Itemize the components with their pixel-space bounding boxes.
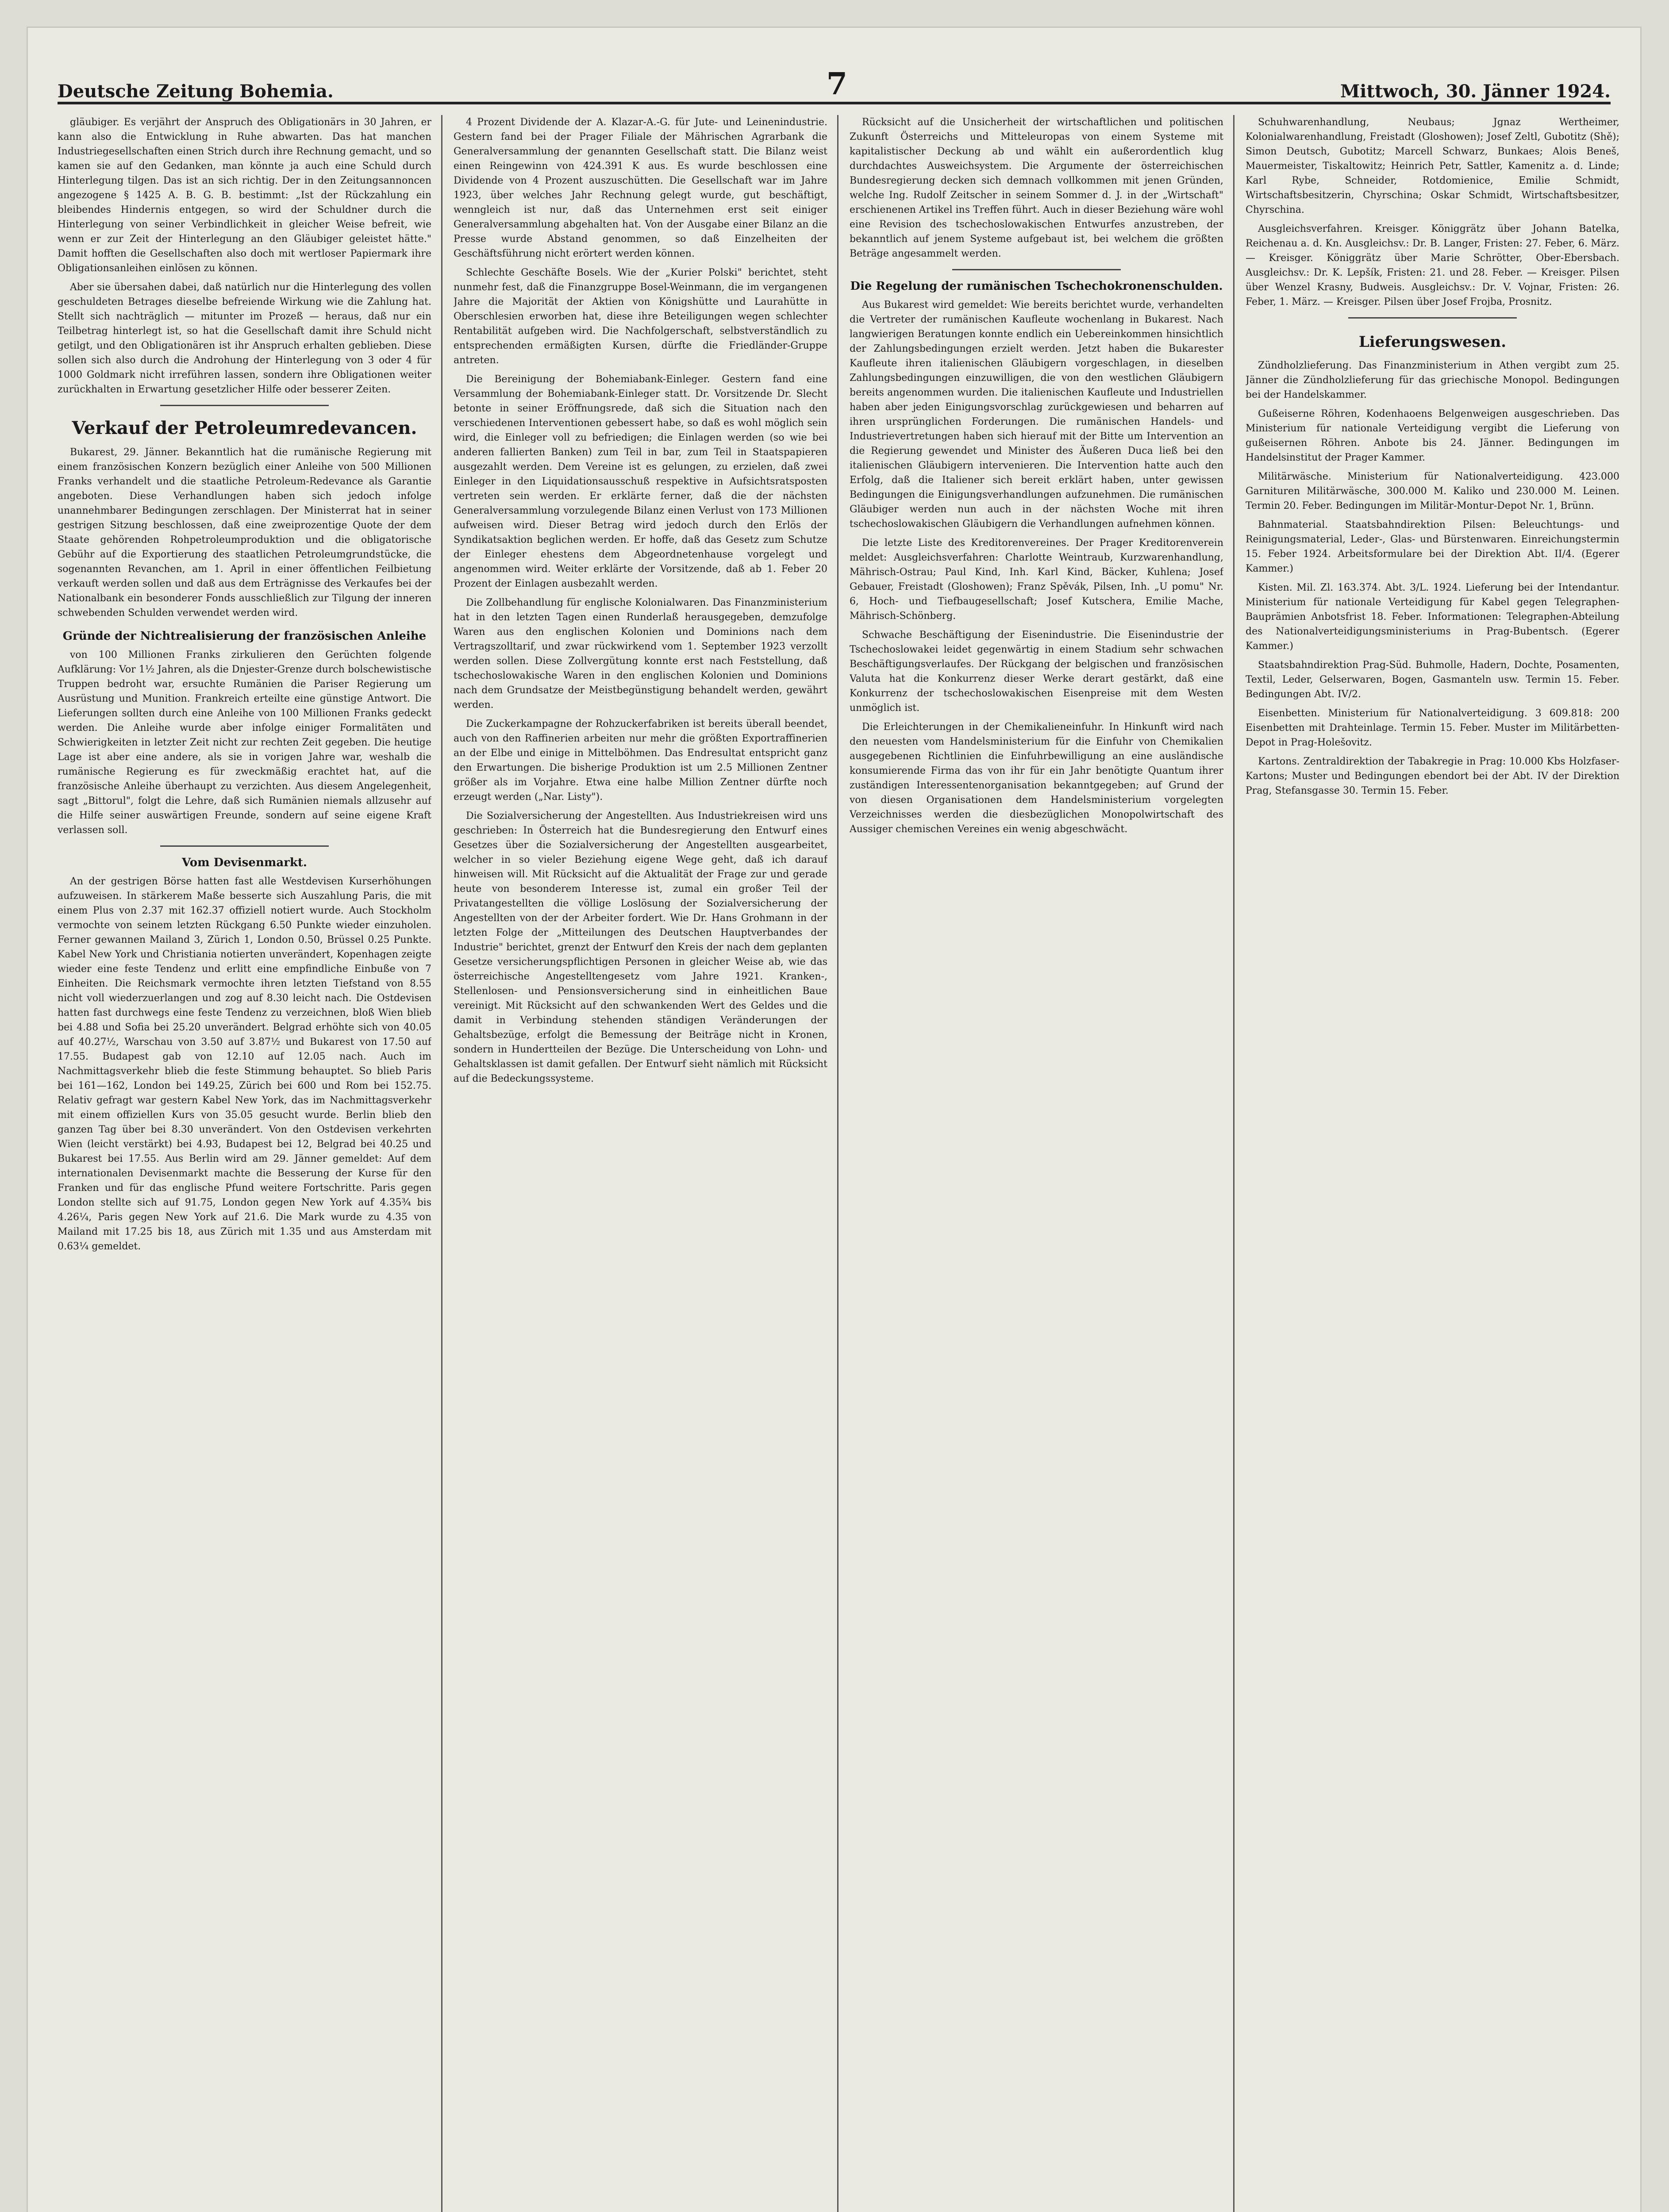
column-divider — [441, 115, 442, 2212]
newspaper-title: Deutsche Zeitung Bohemia. — [58, 81, 334, 102]
column-2 — [454, 115, 827, 2212]
article-paragraph: Gußeiserne Röhren, Kodenhaoens Belgenweigen ausgeschrieben. Das Ministerium für nationale Verteidigung vergibt die Lieferung von gußeisernen Röhren. Anbote bis 24. Jänner. Bedingungen im Handelsinstitut der Prager Kammer. — [1246, 408, 1619, 463]
article-paragraph: An der gestrigen Börse hatten fast alle Westdevisen Kurserhöhungen aufzuweisen. In stärkerem Maße besserte sich Auszahlung Paris, die mit einem Plus von 2.37 mit 162.37 offiziell notiert wurde. Auch Stockholm vermochte von seinem letzten Rückgang 6.50 Punkte wieder einzuholen. Ferner gewannen Mailand 3, Zürich 1, London 0.50, Brüssel 0.25 Punkte. Kabel New York und Christiania notierten unverändert, Kopenhagen zeigte wieder eine feste Tendenz und erlitt eine empfindliche Einbuße von 7 Einheiten. Die Reichsmark vermochte ihren letzten Tiefstand von 8.55 nicht voll wiederzuerlangen und zog auf 8.30 leicht nach. Die Ostdevisen hatten fast durchwegs eine feste Tendenz zu verzeichnen, bloß Wien blieb bei 4.88 und Sofia bei 25.20 unverändert. Belgrad erhöhte sich von 40.05 auf 40.27½, Warschau von 3.50 auf 3.87½ und Bukarest von 17.50 auf 17.55. Budapest gab von 12.10 auf 12.05 nach. Auch im Nachmittagsverkehr blieb die feste Stimmung behauptet. So blieb Paris bei 161—162, London bei 149.25, Zürich bei 600 und Rom bei 152.75. Relativ gefragt war gestern Kabel New York, das im Nachmittagsverkehr mit einem offiziellen Kurs von 35.05 gesucht wurde. Berlin blieb den ganzen Tag über bei 8.30 unverändert. Von den Ostdevisen verkehrten Wien (leicht verstärkt) bei 4.93, Budapest bei 12, Belgrad bei 40.25 und Bukarest bei 17.55. Aus Berlin wird am 29. Jänner gemeldet: Auf dem internationalen Devisenmarkt machte die Besserung der Kurse für den Franken und für das englische Pfund weitere Fortschritte. Paris gegen London stellte sich auf 91.75, London gegen New York auf 4.35¾ bis 4.26¼, Paris gegen New York auf 21.6. Die Mark wurde zu 4.35 von Mailand mit 17.25 bis 18, aus Zürich mit 1.35 und aus Amsterdam mit 0.63¼ gemeldet. — [58, 876, 431, 1252]
column-divider — [1233, 115, 1234, 2212]
article-paragraph: gläubiger. Es verjährt der Anspruch des Obligationärs in 30 Jahren, er kann also die Entwicklung in Ruhe abwarten. Das hat manchen Industriegesellschaften einen Strich durch ihre Rechnung gemacht, und so kamen sie auf den Gedanken, man könnte ja auch eine Schuld durch Hinterlegung tilgen. Das ist an sich richtig. Der in den Zeitungsannoncen angezogene § 1425 A. B. G. B. bestimmt: „Ist der Rückzahlung ein bleibendes Hindernis entgegen, so wird der Schuldner durch die Hinterlegung von seiner Verbindlichkeit in gleicher Weise befreit, wie wenn er zur Zeit der Hinterlegung an den Gläubiger geleistet hätte." Damit hofften die Gesellschaften also doch mit wertloser Papiermark ihre Obligationsanleihen einlösen zu können. — [58, 117, 431, 274]
column-3 — [850, 115, 1223, 2212]
article-paragraph: Schlechte Geschäfte Bosels. Wie der „Kurier Polski" berichtet, steht nunmehr fest, daß die Finanzgruppe Bosel-Weinmann, die im vergangenen Jahre die Majorität der Aktien von Königshütte und Laurahütte in Oberschlesien erworben hat, diese ihre Beteiligungen wegen schlechter Rentabilität aufgeben wird. Die Nachfolgerschaft, selbstverständlich zu entsprechenden ermäßigten Kursen, dürfte die Friedländer-Gruppe antreten. — [454, 267, 827, 366]
article-paragraph: Zündholzlieferung. Das Finanzministerium in Athen vergibt zum 25. Jänner die Zündholzlieferung für das griechische Monopol. Bedingungen bei der Handelskammer. — [1246, 360, 1619, 400]
headline-devisenmarkt: Vom Devisenmarkt. — [182, 856, 307, 869]
headline-rumaenische-schulden: Die Regelung der rumänischen Tschechokronenschulden. — [850, 280, 1223, 293]
section-title-lieferungswesen: Lieferungswesen. — [1358, 333, 1507, 351]
column-divider — [837, 115, 838, 2212]
issue-date: Mittwoch, 30. Jänner 1924. — [1340, 81, 1611, 102]
separator-rule — [1348, 317, 1516, 319]
separator-rule — [160, 405, 328, 406]
article-paragraph: Militärwäsche. Ministerium für Nationalverteidigung. 423.000 Garnituren Militärwäsche, 300.000 M. Kaliko und 230.000 M. Leinen. Termin 20. Feber. Bedingungen im Militär-Montur-Depot Nr. 1, Brünn. — [1246, 471, 1619, 511]
article-paragraph: von 100 Millionen Franks zirkulieren den Gerüchten folgende Aufklärung: Vor 1½ Jahren, als die Dnjester-Grenze durch bolschewistische Truppen bedroht war, ersuchte Rumänien die Pariser Regierung um Ausrüstung und Munition. Frankreich erteilte eine günstige Antwort. Die Lieferungen sollten durch eine Anleihe von 100 Millionen Franks gedeckt werden. Die Anleihe wurde aber infolge einiger Formalitäten und Schwierigkeiten in letzter Zeit nicht zur rechten Zeit gegeben. Die heutige Lage ist aber eine andere, als sie in vorigen Jahre war, weshalb die rumänische Regierung es für zweckmäßig erachtet hat, auf die französische Anleihe überhaupt zu verzichten. Aus diesem Angelegenheit, sagt „Bittorul", folgt die Lehre, daß sich Rumänien niemals allzusehr auf die Hilfe seiner auswärtigen Freunde, sondern auf seine eigene Kraft verlassen soll. — [58, 649, 431, 836]
article-paragraph: Aber sie übersahen dabei, daß natürlich nur die Hinterlegung des vollen geschuldeten Betrages dieselbe befreiende Wirkung wie die Zahlung hat. Stellt sich nachträglich — mitunter im Prozeß — heraus, daß nur ein Teilbetrag hinterlegt ist, so hat die Gesellschaft damit ihre Schuld nicht getilgt, und den Obligationären ist ihr Anspruch erhalten geblieben. Diese sollen sich also durch die Androhung der Hinterlegung von 3 oder 4 für 1000 Goldmark nicht irreführen lassen, sondern ihre Obligationen weiter zurückhalten in Erwartung gesetzlicher Hilfe oder besserer Zeiten. — [58, 282, 431, 395]
article-paragraph: Kisten. Mil. Zl. 163.374. Abt. 3/L. 1924. Lieferung bei der Intendantur. Ministerium für nationale Verteidigung für Kabel gegen Telegraphen-Bauprämien Anbotsfrist 18. Feber. Informationen: Telegraphen-Abteilung des Nationalverteidigungsministeriums in Prag-Bubentsch. (Egerer Kammer.) — [1246, 582, 1619, 652]
article-paragraph: Ausgleichsverfahren. Kreisger. Königgrätz über Johann Batelka, Reichenau a. d. Kn. Ausgleichsv.: Dr. B. Langer, Fristen: 27. Feber, 6. März. — Kreisger. Königgrätz über Marie Schrötter, Ober-Ebersbach. Ausgleichsv.: Dr. K. Lepšík, Fristen: 21. und 28. Feber. — Kreisger. Pilsen über Wenzel Krasny, Budweis. Ausgleichsv.: Dr. V. Vojnar, Fristen: 26. Feber, 1. März. — Kreisger. Pilsen über Josef Frojba, Prosnitz. — [1246, 223, 1619, 307]
article-paragraph: Rücksicht auf die Unsicherheit der wirtschaftlichen und politischen Zukunft Österreichs und Mitteleuropas von einem Systeme mit kapitalistischer Deckung ab und wählt ein außerordentlich klug durchdachtes Ausweichsystem. Die Argumente der österreichischen Bundesregierung decken sich demnach vollkommen mit jenen Gründen, welche Ing. Rudolf Zeitscher in seinem Sommer d. J. in der „Wirtschaft" erschienenen Artikel ins Treffen führt. Auch in dieser Beziehung wäre wohl eine Revision des tschechoslowakischen Entwurfes anzustreben, der bekanntlich auf jenem Systeme aufgebaut ist, bei welchem die größten Beträge angesammelt werden. — [850, 117, 1223, 259]
subheadline-anleihe: Gründe der Nichtrealisierung der französischen Anleihe — [62, 630, 427, 643]
article-paragraph: Die letzte Liste des Kreditorenvereines. Der Prager Kreditorenverein meldet: Ausgleichsverfahren: Charlotte Weintraub, Kurzwarenhandlung, Mährisch-Ostrau; Paul Kind, Inh. Karl Kind, Bäcker, Kuhlena; Josef Gebauer, Freistadt (Gloshowen); Franz Spěvák, Pilsen, Inh. „U pomu" Nr. 6, Hoch- und Tiefbaugesellschaft; Josef Kutschera, Emilie Mache, Mährisch-Schönberg. — [850, 538, 1223, 622]
column-4 — [1246, 115, 1619, 2212]
article-paragraph: Bahnmaterial. Staatsbahndirektion Pilsen: Beleuchtungs- und Reinigungsmaterial, Leder-, Glas- und Bürstenwaren. Einreichungstermin 15. Feber 1924. Arbeitsformulare bei der Direktion Abt. II/4. (Egerer Kammer.) — [1246, 519, 1619, 574]
article-paragraph: Die Erleichterungen in der Chemikalieneinfuhr. In Hinkunft wird nach den neuesten vom Handelsministerium für die Einfuhr von Chemikalien ausgegebenen Richtlinien die Einfuhrbewilligung an eine ausländische konsumierende Firma das von ihr für ein Jahr benötigte Quantum ihrer zuständigen Interessentenorganisation bekanntgegeben; auf Grund der von diesen Organisationen dem Handelsministerium vorgelegten Verzeichnisses werden die diesbezüglichen Monopolwirtschaft des Aussiger chemischen Vereines ein wenig abgeschwächt. — [850, 722, 1223, 835]
separator-rule — [160, 845, 328, 847]
article-paragraph: Die Zollbehandlung für englische Kolonialwaren. Das Finanzministerium hat in den letzten Tagen einen Runderlaß herausgegeben, demzufolge Waren aus den englischen Kolonien und Dominions nach dem Vertragszolltarif, und zwar rückwirkend vom 1. September 1923 verzollt werden sollen. Diese Zollvergütung konnte erst nach Feststellung, daß tschechoslowakische Waren in den englischen Kolonien und Dominions nach dem Grundsatze der Meistbegünstigung behandelt werden, gewährt werden. — [454, 597, 827, 710]
article-paragraph: Schwache Beschäftigung der Eisenindustrie. Die Eisenindustrie der Tschechoslowakei leidet gegenwärtig in einem Stadium sehr schwachen Beschäftigungsverlaufes. Der Rückgang der belgischen und französischen Valuta hat die Konkurrenz dieser Werke derart gestärkt, daß eine Konkurrenz der tschechoslowakischen Eisenpreise mit dem Westen unmöglich ist. — [850, 630, 1223, 714]
column-1 — [58, 115, 431, 2212]
article-paragraph: Staatsbahndirektion Prag-Süd. Buhmolle, Hadern, Dochte, Posamenten, Textil, Leder, Gelserwaren, Bogen, Gasmanteln usw. Termin 15. Feber. Bedingungen Abt. IV/2. — [1246, 660, 1619, 700]
article-paragraph: Die Zuckerkampagne der Rohzuckerfabriken ist bereits überall beendet, auch von den Raffinerien arbeiten nur mehr die größten Exportraffinerien an der Elbe und einige in Mittelböhmen. Das Endresultat entspricht ganz den Erwartungen. Die bisherige Produktion ist um 2.5 Millionen Zentner größer als im Vorjahre. Etwa eine halbe Million Zentner dürfte noch erzeugt werden („Nar. Listy"). — [454, 718, 827, 803]
page-header — [58, 62, 1611, 104]
page-number: 7 — [826, 66, 848, 102]
headline-petroleum: Verkauf der Petroleumredevancen. — [72, 418, 417, 438]
article-paragraph: Die Bereinigung der Bohemiabank-Einleger. Gestern fand eine Versammlung der Bohemiabank-Einleger statt. Dr. Vorsitzende Dr. Slecht betonte in seiner Eröffnungsrede, daß sich die Situation nach den verschiedenen Interventionen gebessert habe, so daß es wohl möglich sein wird, die Einleger voll zu befriedigen; die Einlagen werden (so wie bei anderen fallierten Banken) zum Teil in bar, zum Teil in Staatspapieren ausgezahlt werden. Dem Vereine ist es gelungen, zu erzielen, daß zwei Einleger in den Liquidationsausschuß respektive in Aufsichtsratsposten vertreten sein werden. Er erklärte ferner, daß die der nächsten Generalversammlung vorzulegende Bilanz einen Verlust von 173 Millionen aufweisen wird. Dieser Betrag wird jedoch durch den Erlös der Syndikatsaktion beglichen werden. Er hoffe, daß das Gesetz zum Schutze der Einleger ehestens dem Abgeordnetenhause vorgelegt und angenommen wird. Weiter erklärte der Vorsitzende, daß ab 1. Feber 20 Prozent der Einlagen ausbezahlt werden. — [454, 374, 827, 589]
article-paragraph: Die Sozialversicherung der Angestellten. Aus Industriekreisen wird uns geschrieben: In Österreich hat die Bundesregierung den Entwurf eines Gesetzes über die Sozialversicherung der Angestellten ausgearbeitet, welcher in so vieler Beziehung eigene Wege geht, daß ich darauf hinweisen will. Mit Rücksicht auf die Aktualität der Frage zur und gerade heute von besonderem Interesse ist, zumal ein großer Teil der Privatangestellten die völlige Loslösung der Sozialversicherung der Angestellten von der der Arbeiter fordert. Wie Dr. Hans Grohmann in der letzten Folge der „Mitteilungen des Deutschen Hauptverbandes der Industrie" berichtet, grenzt der Entwurf den Kreis der nach dem geplanten Gesetze versicherungspflichtigen Personen in gleicher Weise ab, wie das österreichische Angestelltengesetz vom Jahre 1921. Kranken-, Stellenlosen- und Pensionsversicherung sind in einheitlichen Baue vereinigt. Mit Rücksicht auf den schwankenden Wert des Geldes und die damit in Verbindung stehenden ständigen Veränderungen der Gehaltsbezüge, erfolgt die Bemessung der Beiträge nicht in Kronen, sondern in Hundertteilen der Bezüge. Die Unterscheidung von Lohn- und Gehaltsklassen ist damit gefallen. Der Entwurf sieht nämlich mit Rücksicht auf die Bedeckungssysteme. — [454, 810, 827, 1084]
article-paragraph: Aus Bukarest wird gemeldet: Wie bereits berichtet wurde, verhandelten die Vertreter der rumänischen Kaufleute wochenlang in Bukarest. Nach langwierigen Beratungen konnte endlich ein Uebereinkommen hinsichtlich der Zahlungsbedingungen erzielt werden. Jetzt haben die Bukarester Kaufleute ihren italienischen Gläubigern vorgeschlagen, in dieselben Zahlungsbedingungen einzuwilligen, die von den westlichen Gläubigern bereits angenommen wurden. Die italienischen Kaufleute und Industriellen haben aber jeden Einigungsvorschlag zurückgewiesen und beharren auf ihren ursprünglichen Forderungen. Die rumänischen Handels- und Industrievertretungen haben sich hierauf mit der Bitte um Intervention an die Regierung gewendet und Minister des Äußeren Duca ließ bei den italienischen Gläubigern intervenieren. Die Intervention hatte auch den Erfolg, daß die Italiener sich bereit erklärt haben, unter gewissen Bedingungen die Einigungsverhandlungen aufzunehmen. Die rumänischen Gläubiger werden nun auch in der nächsten Woche mit ihren tschechoslowakischen Gläubigern die Verhandlungen aufnehmen können. — [850, 300, 1223, 530]
newspaper-page — [27, 27, 1642, 2212]
article-paragraph: Bukarest, 29. Jänner. Bekanntlich hat die rumänische Regierung mit einem französischen Konzern bezüglich einer Anleihe von 500 Millionen Franks verhandelt und die staatliche Petroleum-Redevance als Garantie angeboten. Diese Verhandlungen haben sich jedoch infolge unannehmbarer Bedingungen zerschlagen. Der Ministerrat hat in seiner gestrigen Sitzung beschlossen, daß eine zweiprozentige Quote der dem Staate gehörenden Rohpetroleumproduktion und die obligatorische Gebühr auf die Exportierung des staatlichen Petroleumgrundstücke, die sogenannten Revanchen, am 1. April in einer öffentlichen Feilbietung verkauft werden sollen und daß aus dem Erträgnisse des Verkaufes bei der Nationalbank ein besonderer Fonds ausschließlich zur Tilgung der inneren schwebenden Schulden verwendet werden wird. — [58, 447, 431, 618]
article-paragraph: Kartons. Zentraldirektion der Tabakregie in Prag: 10.000 Kbs Holzfaser-Kartons; Muster und Bedingungen ebendort bei der Abt. IV der Direktion Prag, Stefansgasse 30. Termin 15. Feber. — [1246, 756, 1619, 796]
article-paragraph: 4 Prozent Dividende der A. Klazar-A.-G. für Jute- und Leinenindustrie. Gestern fand bei der Prager Filiale der Mährischen Agrarbank die Generalversammlung der genannten Gesellschaft statt. Die Bilanz weist einen Reingewinn von 424.391 K aus. Es wurde beschlossen eine Dividende von 4 Prozent auszuschütten. Die Gesellschaft war im Jahre 1923, über welches Jahr Rechnung gelegt wurde, gut beschäftigt, wenngleich ist nur, daß das Unternehmen erst seit einiger Generalversammlung abgehalten hat. Von der Ausgabe einer Bilanz an die Presse wurde Abstand genommen, so daß Einzelheiten der Geschäftsführung nicht erörtert werden können. — [454, 117, 827, 259]
article-paragraph: Schuhwarenhandlung, Neubaus; Jgnaz Wertheimer, Kolonialwarenhandlung, Freistadt (Gloshowen); Josef Zeltl, Gubotitz (Shě); Simon Deutsch, Gubotitz; Marcell Schwarz, Bunkaes; Alois Beneš, Mauermeister, Tiskaltowitz; Heinrich Petr, Sattler, Kamenitz a. d. Linde; Karl Rybe, Schneider, Rotdomienice, Emilie Schmidt, Wirtschaftsbesitzerin, Chyrschina; Oskar Schmidt, Wirtschaftsbesitzer, Chyrschina. — [1246, 117, 1619, 215]
article-paragraph: Eisenbetten. Ministerium für Nationalverteidigung. 3 609.818: 200 Eisenbetten mit Drahteinlage. Termin 15. Feber. Muster im Militärbetten-Depot in Prag-Holešovitz. — [1246, 708, 1619, 748]
separator-rule — [952, 269, 1120, 270]
